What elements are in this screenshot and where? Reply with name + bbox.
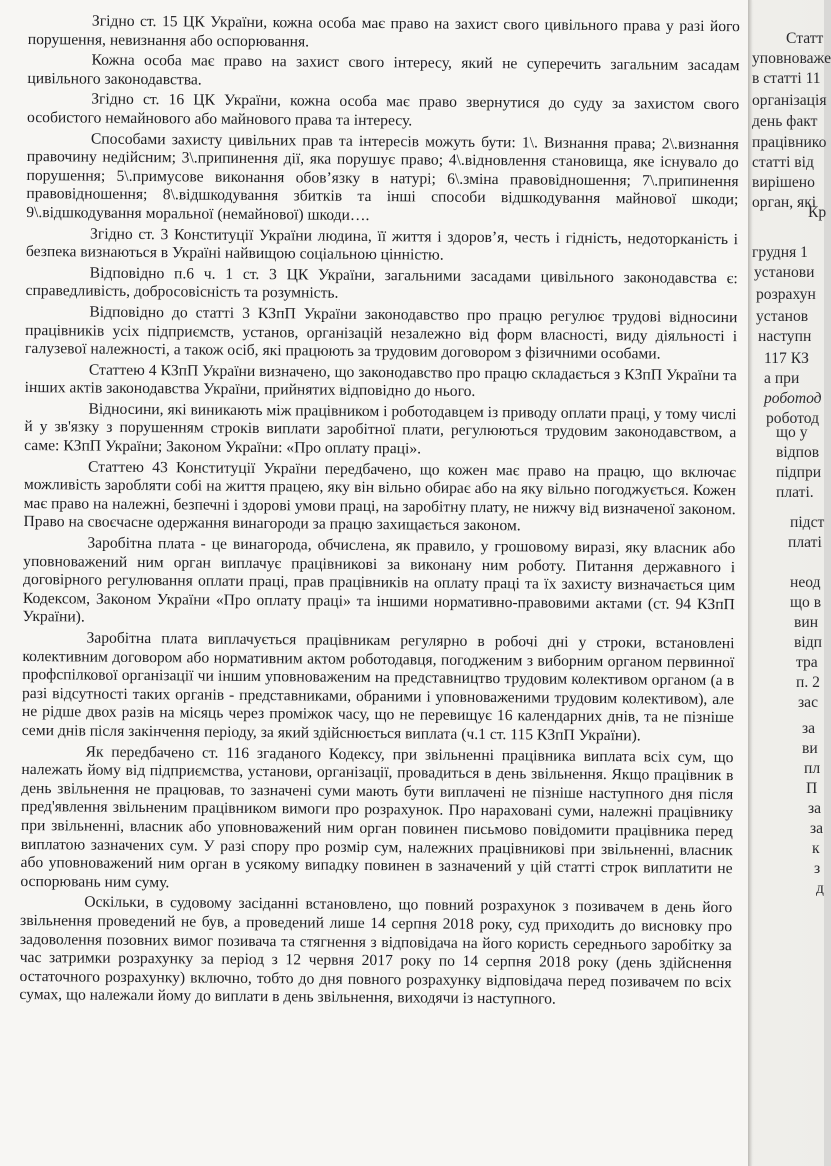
fragment-text: працівнико [752,134,827,151]
fragment-text: за [810,820,824,837]
paragraph-protection-methods: Способами захисту цивільних прав та інтересів можуть бути: 1\. Визнання права; 2\.визнання правочину недійсним; 3\.припинення дії, яка порушує право; 4\.відновлення становища, яке існувало до порушення; 5\.примусове виконання обов’язку в натурі; 6\.зміна правовідношення; 7\.припинення правовідношення; 8\.відшкодування збитків та інші способи відшкодування майнової шкоди; 9\.відшкодування моральної (немайнової) шкоди…. [26,130,739,224]
fragment-text: організація [752,92,827,109]
fragment-text: Кр [808,204,827,221]
fragment-text: що в [790,594,822,611]
fragment-text: уповноваже [752,50,831,67]
fragment-text: платі. [776,484,814,501]
fragment-text: д [816,880,824,897]
fragment-text: вин [794,614,819,631]
paragraph-interest-protection: Кожна особа має право на захист свого інтересу, який не суперечить загальним засадам цивільного законодавства. [27,51,740,89]
paragraph-wage-relations: Відносини, які виникають між працівником і роботодавцем із приводу оплати праці, у тому числі й у зв'язку з порушенням строків виплати заробітної плати, регулюються трудовим законодавством, а саме: КЗпП України; Законом України: «Про оплату праці». [24,400,737,458]
fragment-text: грудня 1 [752,244,808,261]
fragment-text: підпри [776,464,822,481]
paragraph-wage-payment-terms: Заробітна плата виплачується працівникам регулярно в робочі дні у строки, встановлені колективним договором або нормативним актом роботодавця, погодженим з виборним органом первинної профспілкової організації чи іншим уповноваженим на представництво трудовим колективом органом (а в разі відсутності таких органів - представниками, обраними і уповноваженими трудовим колективом), але не рідше двох разів на місяць через проміжок часу, що не перевищує 16 календарних днів, та не пізніше семи днів після закінчення періоду, за який здійснюється виплата (ч.1 ст. 115 КЗпП України). [21,629,735,745]
fragment-text: за [808,800,822,817]
paragraph-court-conclusion: Оскільки, в судовому засіданні встановлено, що повний розрахунок з позивачем в день його звільнення проведений не був, а проведений лише 14 серпня 2018 року, суд приходить до висновку про задоволення позовних вимог позивача та стягнення з відповідача на його користь середнього заробітку за час затримки розрахунку за період з 12 червня 2017 року по 14 серпня 2018 року (день здійснення остаточного розрахунку) включно, тобто до дня повного розрахунку відповідача перед позивачем по всіх сумах, що належали йому до виплати в день звільнення, виходячи із наступного. [19,893,733,1008]
fragment-text: к [812,840,820,857]
fragment-text: підст [790,514,825,531]
fragment-text: відп [794,634,822,651]
paragraph-civil-principles: Відповідно п.6 ч. 1 ст. 3 ЦК України, загальними засадами цивільного законодавства є: справедливість, добросовісність та розумність. [25,264,738,303]
fragment-text: П [806,780,818,797]
fragment-text: пл [804,760,821,777]
fragment-text: установи [754,264,815,281]
adjacent-page-fragment [752,30,831,1166]
fragment-text: Статт [786,30,824,47]
fragment-text: зас [798,694,819,711]
fragment-text: тра [796,654,818,671]
fragment-text: установ [756,308,809,325]
document-body [19,12,740,1011]
fragment-text: наступн [758,328,812,345]
fragment-text: неод [790,574,821,591]
fragment-text: п. 2 [796,674,820,691]
fragment-text: 117 КЗ [764,350,809,367]
paragraph-article-116: Як передбачено ст. 116 згаданого Кодексу, при звільненні працівника виплата всіх сум, що належать йому від підприємства, установи, організації, провадиться в день звільнення. Якщо працівник в день звільнення не працював, то зазначені суми мають бути виплачені не пізніше наступного дня після пред'явлення звільненим працівником вимоги про розрахунок. Про нараховані суми, належні працівнику при звільненні, власник або уповноважений ним орган повинен письмово повідомити працівника перед виплатою зазначених сум. У разі спору про розмір сум, належних працівникові при звільненні, власник або уповноважений ним орган в усякому випадку повинен в зазначений у цій статті строк виплатити не оспорювань ним суму. [20,743,734,891]
fragment-text: роботод [764,390,822,407]
paragraph-article-16: Згідно ст. 16 ЦК України, кожна особа має право звернутися до суду за захистом свого особистого немайнового або майнового права та інтересу. [27,90,740,130]
fragment-text: що у [776,424,808,441]
fragment-text: орган, які [752,194,817,211]
paragraph-constitution-article-43: Статтею 43 Конституції України передбачено, що кожен має право на працю, що включає можливість заробляти собі на життя працею, яку він вільно обирає або на яку вільно погоджується. Кожен має право на належні, безпечні і здорові умови праці, на заробітну плату, не нижчу від визначеної законом. Право на своєчасне одержання винагороди за працю захищається законом. [23,458,737,535]
fragment-text: в статті 11 [752,70,821,87]
fragment-text: платі [788,534,822,551]
paragraph-constitution-article-3: Згідно ст. 3 Конституції України людина, її життя і здоров’я, честь і гідність, недоторканість і безпека визнаються в Україні найвищою соціальною цінністю. [25,225,739,264]
paragraph-wage-definition: Заробітна плата - це винагорода, обчислена, як правило, у грошовому виразі, яку власник або уповноважений ним орган виплачує працівникові за виконану ним роботу. Питання державного і договірного регулювання оплати праці, прав працівників на оплату праці та їх захисту визначається цим Кодексом, Законом України «Про оплату праці» та іншими нормативно-правовими актами (ст. 94 КЗпП України). [22,534,736,626]
fragment-text: а при [764,370,800,387]
fragment-text: за [802,720,816,737]
paragraph-labor-code-article-4: Статтею 4 КЗпП України визначено, що законодавство про працю складається з КЗпП України та інших актів законодавства України, прийнятих відповідно до нього. [24,361,737,401]
fragment-text: ви [802,740,818,757]
fragment-text: з [814,860,821,877]
fragment-text: день факт [752,113,818,130]
paragraph-article-15: Згідно ст. 15 ЦК України, кожна особа має право на захист свого цивільного права у разі його порушення, невизнання або оспорювання. [27,12,740,51]
fragment-text: розрахун [756,286,816,303]
fragment-text: статті від [752,154,814,171]
fragment-text: вирішено [752,174,815,191]
fragment-text: відпов [776,444,820,461]
paragraph-labor-code-article-3: Відповідно до статті 3 КЗпП України законодавство про працю регулює трудові відносини працівників усіх підприємств, установ, організацій незалежно від форм власності, виду діяльності і галузевої належності, а також осіб, які працюють за трудовим договором з фізичними особами. [24,303,738,363]
fragment-text: роботод [766,410,820,427]
